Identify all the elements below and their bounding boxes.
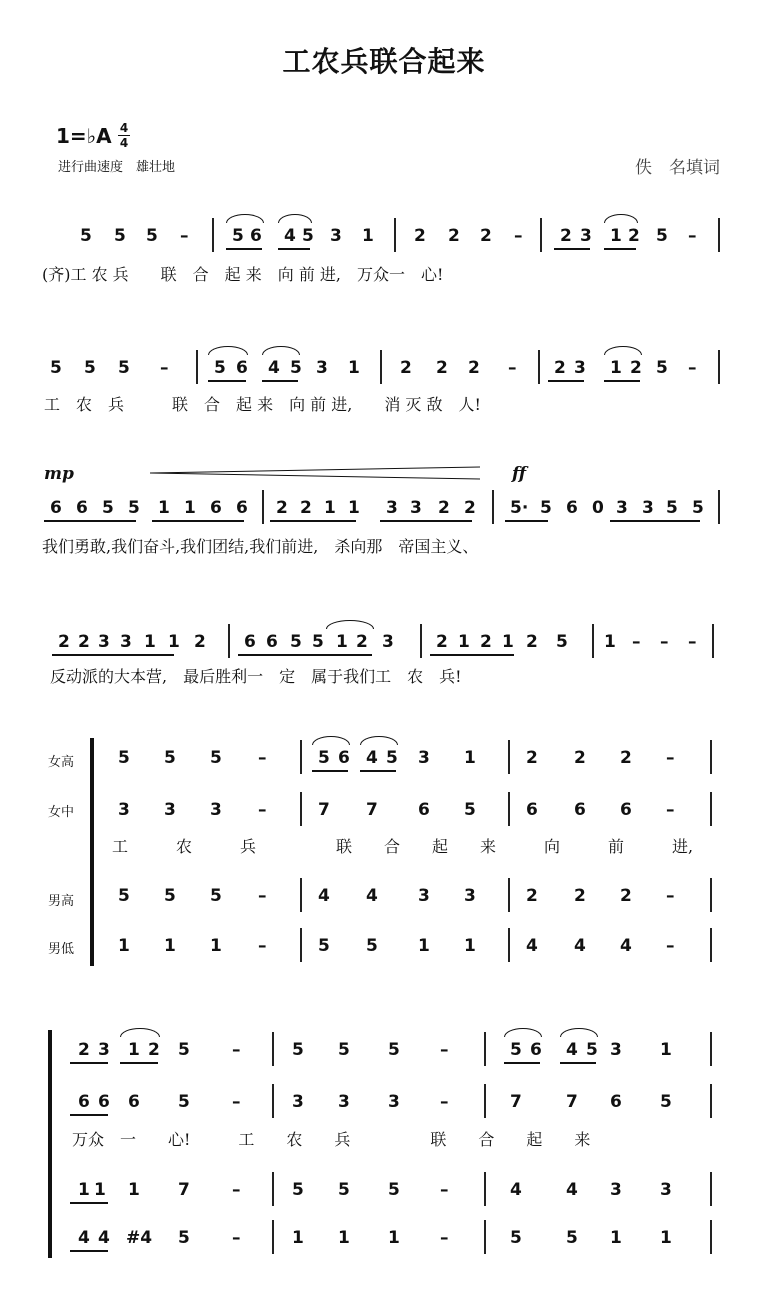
r4-note: 1 [168, 632, 180, 652]
a1-note: 6 [418, 800, 430, 820]
beam-underline [44, 520, 136, 522]
r1-note: 2 [414, 226, 426, 246]
t2-note: 4 [566, 1180, 578, 1200]
b1-note: – [666, 936, 675, 956]
s2-note: – [232, 1040, 241, 1060]
r2-note: 5 [290, 358, 302, 378]
r1-note: 2 [560, 226, 572, 246]
r4-note: 6 [244, 632, 256, 652]
r1-note: 2 [480, 226, 492, 246]
r2-note: 1 [610, 358, 622, 378]
t2-note: 4 [510, 1180, 522, 1200]
t1-note: 4 [318, 886, 330, 906]
slur [560, 1028, 598, 1037]
r4-note: 3 [98, 632, 110, 652]
barline [300, 878, 302, 912]
a2-note: 3 [338, 1092, 350, 1112]
beam-underline [70, 1250, 108, 1252]
s2-note: 5 [388, 1040, 400, 1060]
r2-note: – [688, 358, 697, 378]
r3-note: 1 [184, 498, 196, 518]
s2-note: 5 [338, 1040, 350, 1060]
r3-note: 6 [76, 498, 88, 518]
b1-note: 4 [620, 936, 632, 956]
system-bracket-2 [48, 1030, 52, 1258]
t2-note: – [440, 1180, 449, 1200]
r3-note: 6 [210, 498, 222, 518]
a2-note: 7 [566, 1092, 578, 1112]
lyrics-line-1: (齐)工 农 兵 联 合 起 来 向 前 进, 万众一 心! [42, 265, 444, 284]
r2-note: 2 [554, 358, 566, 378]
barline [196, 350, 198, 384]
t1-note: 5 [210, 886, 222, 906]
beam-underline [120, 1062, 158, 1064]
r1-note: 5 [232, 226, 244, 246]
r3-note: 5 [540, 498, 552, 518]
r2-note: – [160, 358, 169, 378]
barline [484, 1220, 486, 1254]
lyricist-credit: 佚 名填词 [635, 158, 720, 178]
b2-note: #4 [126, 1228, 153, 1248]
r3-note: 3 [410, 498, 422, 518]
s1-note: 5 [386, 748, 398, 768]
r3-note: 6 [236, 498, 248, 518]
a1-note: 7 [366, 800, 378, 820]
time-bottom: 4 [119, 136, 129, 150]
r3-note: 5 [692, 498, 704, 518]
crescendo-hairpin [150, 466, 480, 480]
lyrics-line-4: 反动派的大本营, 最后胜利一 定 属于我们工 农 兵! [50, 667, 462, 686]
barline [718, 490, 720, 524]
beam-underline [70, 1114, 108, 1116]
beam-underline [52, 654, 174, 656]
barline [508, 878, 510, 912]
barline [508, 792, 510, 826]
s1-note: 5 [164, 748, 176, 768]
slur [504, 1028, 542, 1037]
r1-note: 5 [146, 226, 158, 246]
beam-underline [208, 380, 246, 382]
barline [712, 624, 714, 658]
part-label-tenor: 男高 [48, 894, 75, 909]
beam-underline [548, 380, 584, 382]
barline [718, 218, 720, 252]
b1-note: 4 [526, 936, 538, 956]
r2-note: 5 [118, 358, 130, 378]
r2-note: 5 [84, 358, 96, 378]
barline [710, 1220, 712, 1254]
slur [604, 214, 638, 223]
t2-note: 3 [660, 1180, 672, 1200]
r3-note: 1 [324, 498, 336, 518]
lyrics-line-3: 我们勇敢,我们奋斗,我们团结,我们前进, 杀向那 帝国主义、 [42, 537, 479, 556]
s2-note: 1 [660, 1040, 672, 1060]
beam-underline [430, 654, 514, 656]
time-top: 4 [119, 121, 129, 135]
slur [262, 346, 300, 355]
barline [228, 624, 230, 658]
s2-note: – [440, 1040, 449, 1060]
dynamic-ff: ff [512, 464, 527, 484]
a1-note: 7 [318, 800, 330, 820]
r3-note: 0 [592, 498, 604, 518]
r4-note: 2 [526, 632, 538, 652]
barline [272, 1172, 274, 1206]
beam-underline [262, 380, 298, 382]
barline [710, 1172, 712, 1206]
a1-note: – [666, 800, 675, 820]
r4-note: 1 [336, 632, 348, 652]
t1-note: – [666, 886, 675, 906]
r3-note: 3 [616, 498, 628, 518]
barline [540, 218, 542, 252]
r4-note: 5 [312, 632, 324, 652]
r2-note: 2 [400, 358, 412, 378]
barline [710, 792, 712, 826]
a2-note: 5 [178, 1092, 190, 1112]
barline [272, 1084, 274, 1118]
beam-underline [70, 1202, 108, 1204]
barline [394, 218, 396, 252]
part-label-soprano: 女高 [48, 755, 75, 770]
s2-note: 5 [292, 1040, 304, 1060]
beam-underline [604, 248, 636, 250]
s1-note: 2 [620, 748, 632, 768]
beam-underline [270, 520, 356, 522]
barline [592, 624, 594, 658]
r3-note: 5· [510, 498, 529, 518]
r3-note: 3 [386, 498, 398, 518]
r3-note: 6 [566, 498, 578, 518]
s2-note: 5 [510, 1040, 522, 1060]
r4-note: 6 [266, 632, 278, 652]
s1-note: 2 [574, 748, 586, 768]
beam-underline [505, 520, 548, 522]
r3-note: 3 [642, 498, 654, 518]
beam-underline [554, 248, 590, 250]
a2-note: 6 [78, 1092, 90, 1112]
barline [484, 1172, 486, 1206]
slur [326, 620, 374, 629]
beam-underline [360, 770, 396, 772]
a2-note: 3 [292, 1092, 304, 1112]
beam-underline [312, 770, 348, 772]
r4-note: 1 [604, 632, 616, 652]
barline [262, 490, 264, 524]
b2-note: 1 [338, 1228, 350, 1248]
r2-note: 3 [316, 358, 328, 378]
a2-note: 7 [510, 1092, 522, 1112]
r4-note: 2 [356, 632, 368, 652]
barline [492, 490, 494, 524]
t1-note: 5 [164, 886, 176, 906]
a2-note: – [232, 1092, 241, 1112]
b2-note: 5 [510, 1228, 522, 1248]
r4-note: 1 [502, 632, 514, 652]
r4-note: 3 [382, 632, 394, 652]
key-signature: 1=♭A [56, 124, 112, 148]
r1-note: 4 [284, 226, 296, 246]
barline [710, 1084, 712, 1118]
t2-note: 3 [610, 1180, 622, 1200]
barline [508, 928, 510, 962]
t1-note: 2 [526, 886, 538, 906]
r1-note: 2 [448, 226, 460, 246]
t1-note: – [258, 886, 267, 906]
r2-note: 5 [50, 358, 62, 378]
r4-note: 2 [58, 632, 70, 652]
slur [604, 346, 642, 355]
s1-note: 2 [526, 748, 538, 768]
r3-note: 5 [102, 498, 114, 518]
barline [272, 1032, 274, 1066]
b1-note: – [258, 936, 267, 956]
r4-note: 5 [290, 632, 302, 652]
barline [380, 350, 382, 384]
b2-note: 4 [98, 1228, 110, 1248]
r3-note: 2 [300, 498, 312, 518]
t1-note: 3 [464, 886, 476, 906]
b2-note: 4 [78, 1228, 90, 1248]
slur [208, 346, 248, 355]
beam-underline [152, 520, 244, 522]
barline [718, 350, 720, 384]
barline [710, 740, 712, 774]
r2-note: 2 [468, 358, 480, 378]
slur [120, 1028, 160, 1037]
barline [420, 624, 422, 658]
b1-note: 5 [366, 936, 378, 956]
s2-note: 2 [148, 1040, 160, 1060]
b1-note: 5 [318, 936, 330, 956]
part-label-alto: 女中 [48, 805, 75, 820]
slur [312, 736, 350, 745]
s1-note: 6 [338, 748, 350, 768]
b1-note: 4 [574, 936, 586, 956]
r2-note: 5 [214, 358, 226, 378]
barline [484, 1084, 486, 1118]
barline [300, 792, 302, 826]
barline [508, 740, 510, 774]
b1-note: 1 [164, 936, 176, 956]
r1-note: 5 [114, 226, 126, 246]
b2-note: 5 [178, 1228, 190, 1248]
barline [272, 1220, 274, 1254]
t2-note: 5 [388, 1180, 400, 1200]
beam-underline [610, 520, 700, 522]
r2-note: 4 [268, 358, 280, 378]
b1-note: 1 [418, 936, 430, 956]
r2-note: 1 [348, 358, 360, 378]
barline [710, 928, 712, 962]
r1-note: 3 [580, 226, 592, 246]
a2-note: 6 [98, 1092, 110, 1112]
lyrics-line-5: 工 农 兵 联 合 起 来 向 前 进, [112, 837, 694, 856]
r1-note: 5 [656, 226, 668, 246]
b1-note: 1 [210, 936, 222, 956]
s2-note: 2 [78, 1040, 90, 1060]
r1-note: – [688, 226, 697, 246]
r1-note: 2 [628, 226, 640, 246]
r3-note: 1 [158, 498, 170, 518]
a1-note: 3 [210, 800, 222, 820]
s2-note: 5 [586, 1040, 598, 1060]
t2-note: 5 [292, 1180, 304, 1200]
r4-note: 2 [480, 632, 492, 652]
a2-note: 6 [610, 1092, 622, 1112]
s1-note: 5 [318, 748, 330, 768]
r1-note: 6 [250, 226, 262, 246]
t2-note: 1 [94, 1180, 106, 1200]
b2-note: – [440, 1228, 449, 1248]
b1-note: 1 [464, 936, 476, 956]
r2-note: – [508, 358, 517, 378]
r4-note: 3 [120, 632, 132, 652]
r4-note: – [688, 632, 697, 652]
s1-note: 5 [210, 748, 222, 768]
slur [278, 214, 312, 223]
r1-note: 1 [610, 226, 622, 246]
r2-note: 3 [574, 358, 586, 378]
r4-note: 2 [194, 632, 206, 652]
r3-note: 5 [666, 498, 678, 518]
b2-note: 1 [610, 1228, 622, 1248]
s1-note: 3 [418, 748, 430, 768]
t2-note: – [232, 1180, 241, 1200]
s2-note: 3 [98, 1040, 110, 1060]
r3-note: 1 [348, 498, 360, 518]
s1-note: – [666, 748, 675, 768]
barline [300, 740, 302, 774]
t1-note: 4 [366, 886, 378, 906]
barline [484, 1032, 486, 1066]
beam-underline [380, 520, 472, 522]
r4-note: – [632, 632, 641, 652]
r1-note: – [180, 226, 189, 246]
lyrics-line-6: 万众 一 心! 工 农 兵 联 合 起 来 [72, 1130, 591, 1149]
b2-note: 1 [660, 1228, 672, 1248]
beam-underline [604, 380, 640, 382]
a2-note: 3 [388, 1092, 400, 1112]
barline [710, 1032, 712, 1066]
r4-note: 2 [436, 632, 448, 652]
system-bracket-1 [90, 738, 94, 966]
barline [710, 878, 712, 912]
s2-note: 5 [178, 1040, 190, 1060]
r2-note: 6 [236, 358, 248, 378]
r4-note: 2 [78, 632, 90, 652]
r4-note: 5 [556, 632, 568, 652]
r4-note: – [660, 632, 669, 652]
t2-note: 7 [178, 1180, 190, 1200]
r1-note: 5 [80, 226, 92, 246]
b2-note: 5 [566, 1228, 578, 1248]
r4-note: 1 [144, 632, 156, 652]
beam-underline [278, 248, 310, 250]
lyrics-line-2: 工 农 兵 联 合 起 来 向 前 进, 消 灭 敌 人! [44, 395, 481, 414]
beam-underline [504, 1062, 540, 1064]
r2-note: 5 [656, 358, 668, 378]
dynamic-mp: mp [44, 464, 74, 484]
tempo-marking: 进行曲速度 雄壮地 [58, 160, 176, 175]
s1-note: 4 [366, 748, 378, 768]
s1-note: – [258, 748, 267, 768]
a1-note: 5 [464, 800, 476, 820]
s2-note: 6 [530, 1040, 542, 1060]
s2-note: 4 [566, 1040, 578, 1060]
r4-note: 1 [458, 632, 470, 652]
barline [538, 350, 540, 384]
a2-note: 6 [128, 1092, 140, 1112]
s2-note: 1 [128, 1040, 140, 1060]
s1-note: 1 [464, 748, 476, 768]
b1-note: 1 [118, 936, 130, 956]
r3-note: 2 [438, 498, 450, 518]
slur [226, 214, 264, 223]
r1-note: 1 [362, 226, 374, 246]
beam-underline [226, 248, 262, 250]
beam-underline [70, 1062, 108, 1064]
page-title: 工农兵联合起来 [282, 45, 486, 78]
a2-note: 5 [660, 1092, 672, 1112]
t2-note: 5 [338, 1180, 350, 1200]
slur [360, 736, 398, 745]
beam-underline [238, 654, 372, 656]
t2-note: 1 [128, 1180, 140, 1200]
r1-note: 5 [302, 226, 314, 246]
b2-note: – [232, 1228, 241, 1248]
b2-note: 1 [292, 1228, 304, 1248]
barline [300, 928, 302, 962]
a2-note: – [440, 1092, 449, 1112]
a1-note: – [258, 800, 267, 820]
r2-note: 2 [630, 358, 642, 378]
r2-note: 2 [436, 358, 448, 378]
r3-note: 2 [464, 498, 476, 518]
a1-note: 3 [118, 800, 130, 820]
a1-note: 6 [526, 800, 538, 820]
r3-note: 2 [276, 498, 288, 518]
t1-note: 5 [118, 886, 130, 906]
r1-note: – [514, 226, 523, 246]
a1-note: 6 [620, 800, 632, 820]
t1-note: 3 [418, 886, 430, 906]
time-signature [118, 122, 130, 149]
t1-note: 2 [620, 886, 632, 906]
s1-note: 5 [118, 748, 130, 768]
b2-note: 1 [388, 1228, 400, 1248]
t2-note: 1 [78, 1180, 90, 1200]
barline [212, 218, 214, 252]
r3-note: 5 [128, 498, 140, 518]
a1-note: 3 [164, 800, 176, 820]
a1-note: 6 [574, 800, 586, 820]
r1-note: 3 [330, 226, 342, 246]
s2-note: 3 [610, 1040, 622, 1060]
r3-note: 6 [50, 498, 62, 518]
t1-note: 2 [574, 886, 586, 906]
beam-underline [560, 1062, 596, 1064]
part-label-bass: 男低 [48, 942, 75, 957]
